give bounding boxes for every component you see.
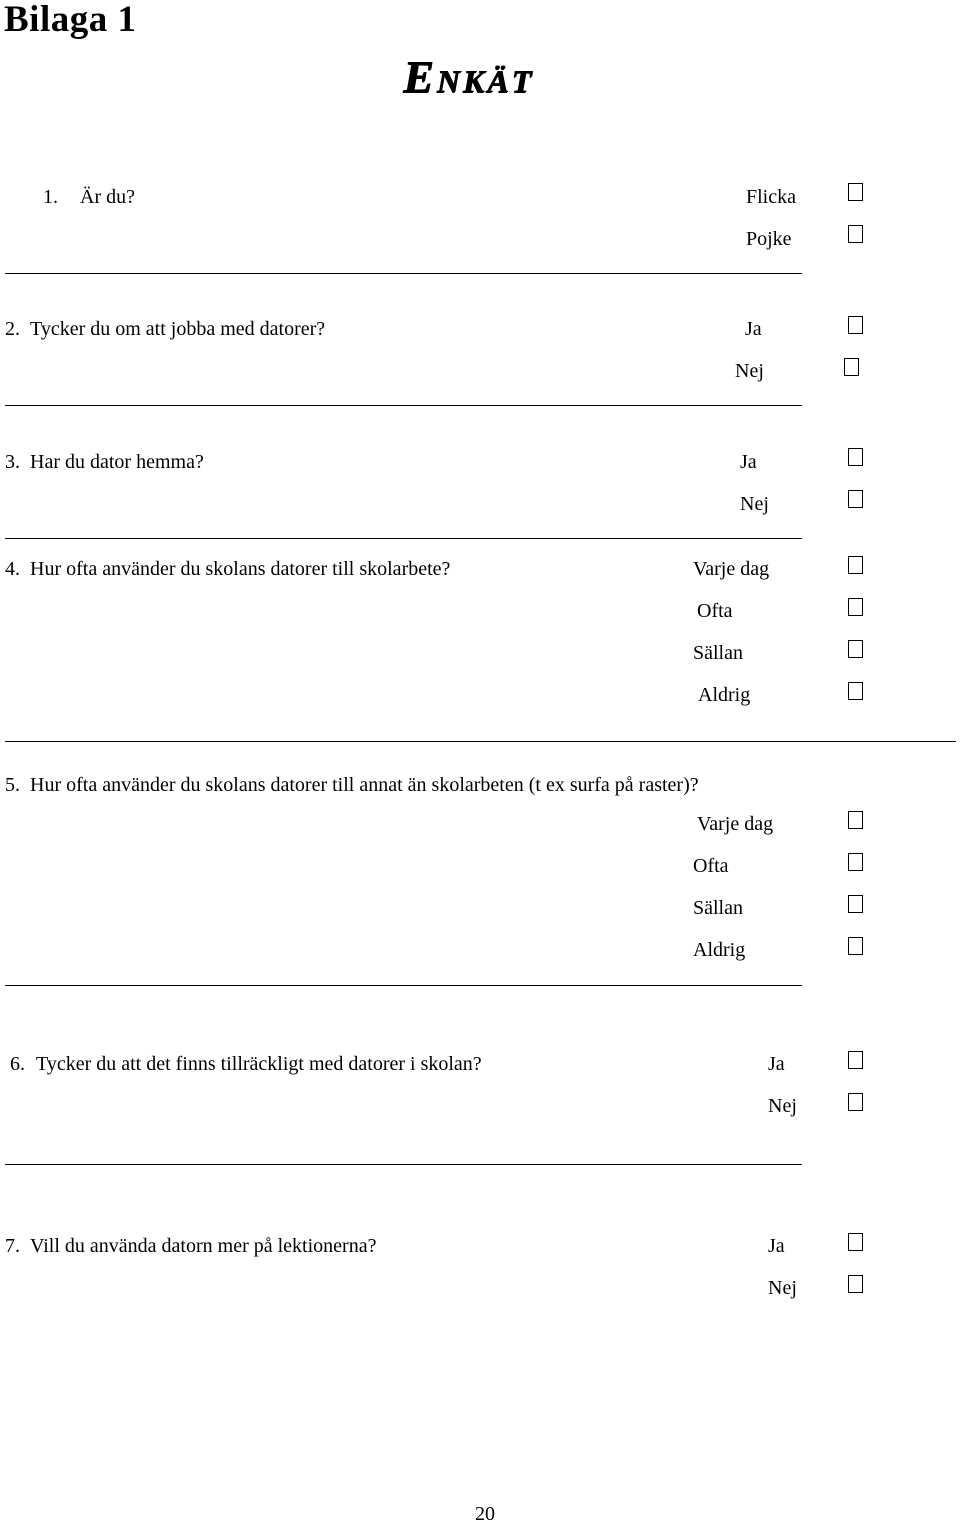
question-2-text: Tycker du om att jobba med datorer? xyxy=(30,318,326,340)
q3-option-nej-checkbox[interactable] xyxy=(848,490,863,508)
q2-option-nej-label: Nej xyxy=(735,360,764,382)
q1-option-flicka-label: Flicka xyxy=(746,186,796,208)
q5-option-ofta-label: Ofta xyxy=(693,855,729,877)
question-3-number: 3. xyxy=(5,451,20,473)
q5-option-varje-dag-checkbox[interactable] xyxy=(848,811,863,829)
divider xyxy=(5,405,802,406)
question-1-text: Är du? xyxy=(80,186,135,208)
q5-option-aldrig-checkbox[interactable] xyxy=(848,937,863,955)
q4-option-ofta-checkbox[interactable] xyxy=(848,598,863,616)
q5-option-sallan-label: Sällan xyxy=(693,897,743,919)
question-2-number: 2. xyxy=(5,318,20,340)
q3-option-ja-checkbox[interactable] xyxy=(848,448,863,466)
q4-option-varje-dag-checkbox[interactable] xyxy=(848,556,863,574)
q3-option-ja-label: Ja xyxy=(740,451,757,473)
q7-option-nej-label: Nej xyxy=(768,1277,797,1299)
question-4-text: Hur ofta använder du skolans datorer till skolarbete? xyxy=(30,558,451,580)
q7-option-ja-checkbox[interactable] xyxy=(848,1233,863,1251)
q2-option-nej-checkbox[interactable] xyxy=(844,358,859,376)
appendix-label: Bilaga 1 xyxy=(4,0,137,40)
divider xyxy=(5,1164,802,1165)
q5-option-ofta-checkbox[interactable] xyxy=(848,853,863,871)
q4-option-aldrig-label: Aldrig xyxy=(698,684,751,706)
q1-option-flicka-checkbox[interactable] xyxy=(848,183,863,201)
q1-option-pojke-checkbox[interactable] xyxy=(848,225,863,243)
q6-option-nej-label: Nej xyxy=(768,1095,797,1117)
q5-option-aldrig-label: Aldrig xyxy=(693,939,746,961)
q1-option-pojke-label: Pojke xyxy=(746,228,792,250)
question-5-text: Hur ofta använder du skolans datorer till annat än skolarbeten (t ex surfa på raster)? xyxy=(30,774,699,796)
q6-option-ja-checkbox[interactable] xyxy=(848,1051,863,1069)
question-7-number: 7. xyxy=(5,1235,20,1257)
question-6-text: Tycker du att det finns tillräckligt med datorer i skolan? xyxy=(36,1053,482,1075)
question-6-number: 6. xyxy=(10,1053,25,1075)
page-number: 20 xyxy=(475,1503,495,1525)
q3-option-nej-label: Nej xyxy=(740,493,769,515)
question-1-number: 1. xyxy=(43,186,58,208)
divider xyxy=(5,538,802,539)
divider xyxy=(5,985,802,986)
q4-option-ofta-label: Ofta xyxy=(697,600,733,622)
q5-option-sallan-checkbox[interactable] xyxy=(848,895,863,913)
q4-option-sallan-checkbox[interactable] xyxy=(848,640,863,658)
q2-option-ja-checkbox[interactable] xyxy=(848,316,863,334)
q6-option-ja-label: Ja xyxy=(768,1053,785,1075)
q4-option-sallan-label: Sällan xyxy=(693,642,743,664)
divider xyxy=(5,273,802,274)
question-5-number: 5. xyxy=(5,774,20,796)
q5-option-varje-dag-label: Varje dag xyxy=(697,813,774,835)
q2-option-ja-label: Ja xyxy=(745,318,762,340)
q6-option-nej-checkbox[interactable] xyxy=(848,1093,863,1111)
q7-option-ja-label: Ja xyxy=(768,1235,785,1257)
survey-title: Enkät xyxy=(403,51,535,102)
q4-option-aldrig-checkbox[interactable] xyxy=(848,682,863,700)
question-7-text: Vill du använda datorn mer på lektionerna? xyxy=(30,1235,377,1257)
q4-option-varje-dag-label: Varje dag xyxy=(693,558,770,580)
question-3-text: Har du dator hemma? xyxy=(30,451,204,473)
q7-option-nej-checkbox[interactable] xyxy=(848,1275,863,1293)
divider xyxy=(5,741,956,742)
question-4-number: 4. xyxy=(5,558,20,580)
